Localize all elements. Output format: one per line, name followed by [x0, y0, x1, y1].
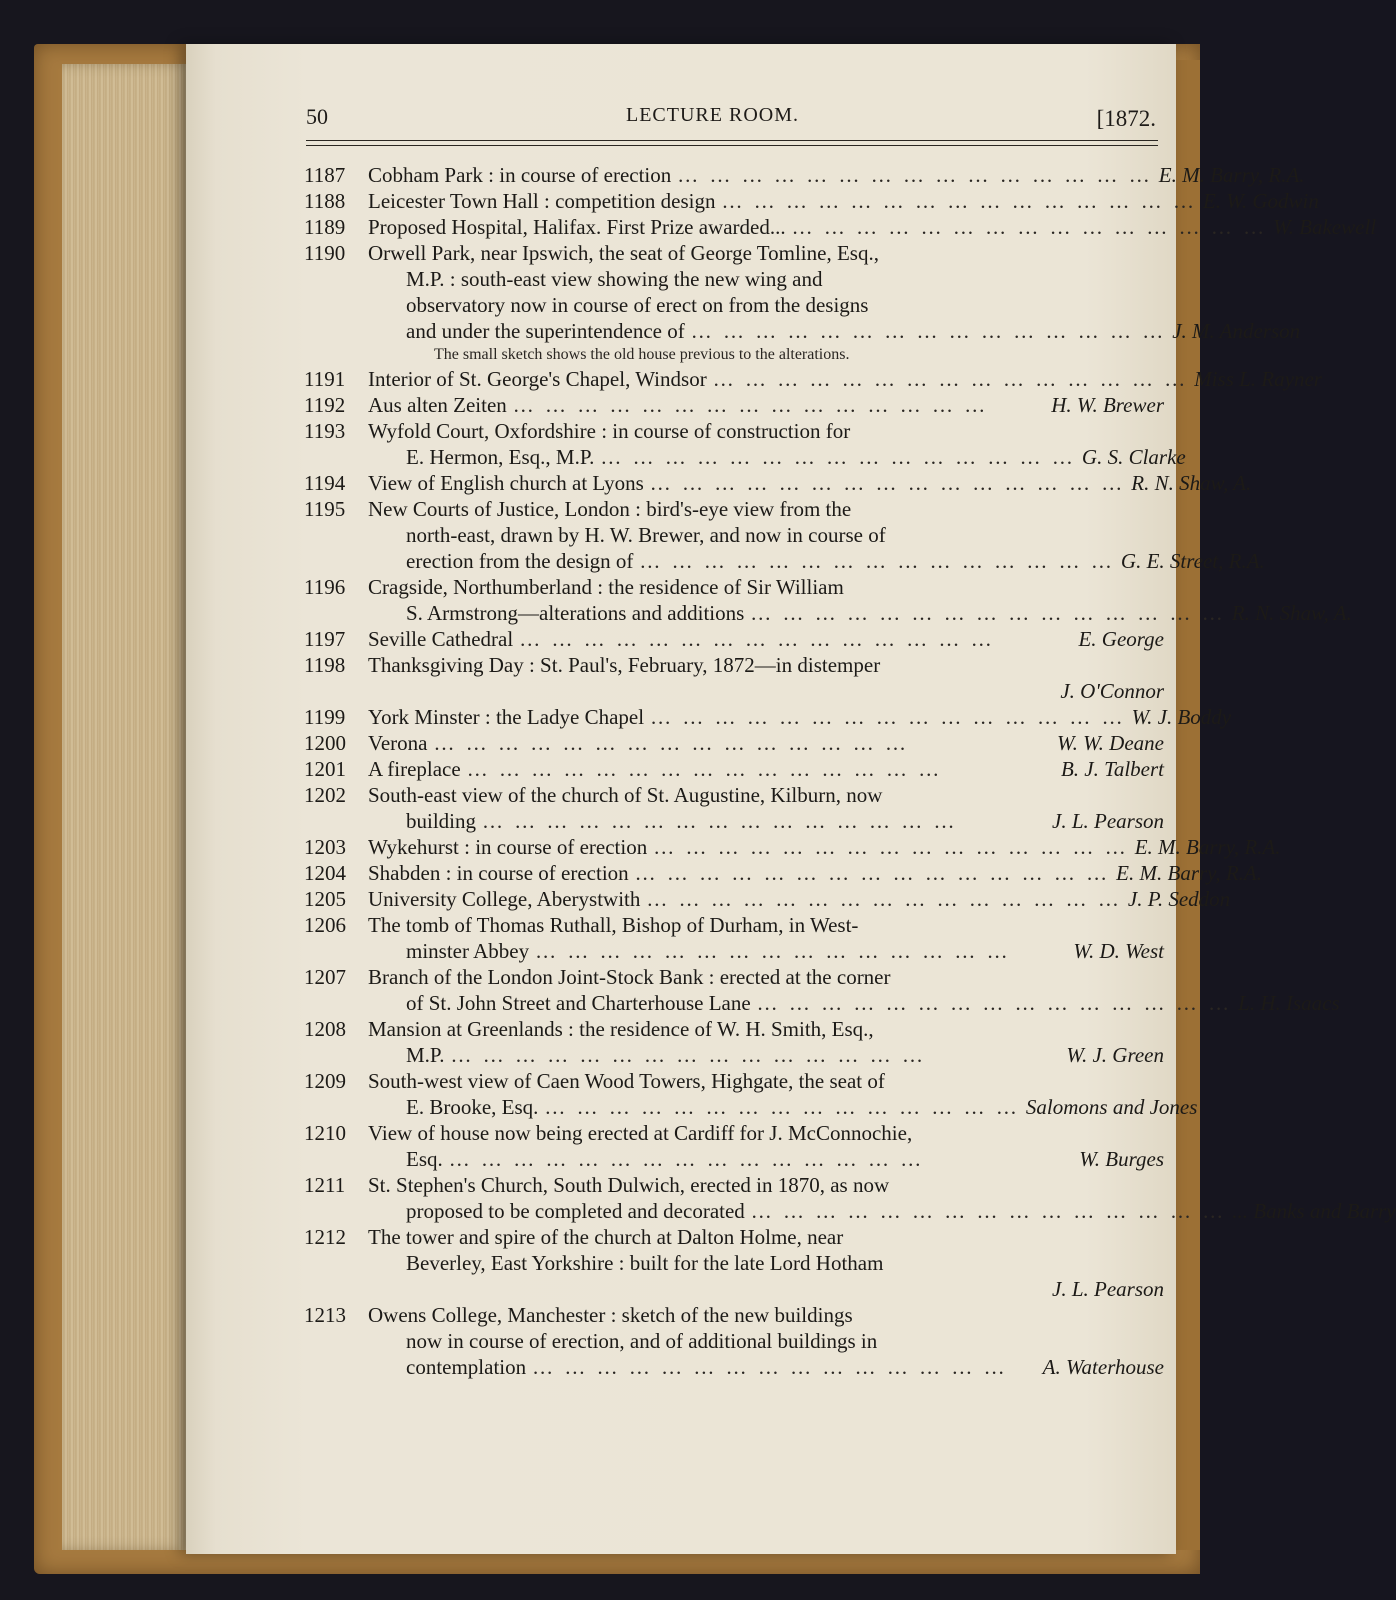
entry-number: 1209 [304, 1069, 346, 1093]
entry-body [368, 1172, 1396, 1224]
entry-continuation-line: Beverley, East Yorkshire : built for the late Lord Hotham [406, 1251, 884, 1275]
entry-final-line [368, 162, 1305, 188]
entry-number: 1198 [304, 653, 346, 677]
entry-body [368, 886, 1230, 912]
entry-number: 1210 [304, 1121, 346, 1145]
dot-leader [526, 1354, 1043, 1380]
catalogue-entry [304, 188, 1319, 214]
entry-author: ... Banks and Barry [1232, 1199, 1396, 1223]
entry-author: W. Bakewell [1273, 215, 1377, 239]
entry-text: proposed to be completed and decorated [406, 1199, 745, 1223]
catalogue-entries [304, 162, 1396, 1380]
entry-author: J. O'Connor [1060, 679, 1164, 703]
entry-author: W. W. Deane [1057, 731, 1164, 755]
page-header [306, 104, 1156, 134]
entry-number: 1196 [304, 575, 346, 599]
dot-leader [647, 834, 1135, 860]
entry-text: contemplation [406, 1355, 527, 1379]
entry-body [368, 418, 1186, 470]
entry-title-line: Cragside, Northumberland : the residence of Sir William [368, 575, 844, 599]
catalogue-entry [304, 834, 1281, 860]
entry-text: Shabden : in course of erection [368, 861, 629, 885]
entry-author: J. M. Anderson [1172, 319, 1301, 343]
entry-body [368, 240, 1300, 366]
entry-title-line: Wyfold Court, Oxfordshire : in course of construction for [368, 419, 851, 443]
entry-title-line: South-east view of the church of St. Augustine, Kilburn, now [368, 783, 883, 807]
entry-title-line: Thanksgiving Day : St. Paul's, February, 1872—in distemper [368, 653, 881, 677]
entry-final-line [368, 392, 1164, 418]
entry-continuation-line: north-east, drawn by H. W. Brewer, and now in course of [406, 523, 886, 547]
entry-body [368, 704, 1231, 730]
entry-body [368, 162, 1305, 188]
entry-number: 1195 [304, 497, 346, 521]
entry-final-line [368, 704, 1231, 730]
entry-author: W. J. Boddy [1131, 705, 1232, 729]
catalogue-entry [304, 886, 1231, 912]
entry-text: Aus alten Zeiten [368, 393, 507, 417]
dot-leader [594, 444, 1082, 470]
entry-number: 1205 [304, 887, 346, 911]
entry-title-line: Mansion at Greenlands : the residence of W. H. Smith, Esq., [368, 1017, 874, 1041]
header-rule [306, 140, 1158, 146]
entry-text: View of English church at Lyons [368, 471, 644, 495]
dot-leader [745, 1198, 1233, 1224]
entry-text: Cobham Park : in course of erection [368, 163, 672, 187]
entry-title-line: The tomb of Thomas Ruthall, Bishop of Durham, in West- [368, 913, 859, 937]
entry-author: E. M. Barry, R.A. [1116, 861, 1262, 885]
entry-number: 1203 [304, 835, 346, 859]
dot-leader [513, 626, 1078, 652]
entry-title-line: New Courts of Justice, London : bird's-eye view from the [368, 497, 852, 521]
entry-number: 1190 [304, 241, 346, 265]
dot-leader [786, 214, 1274, 240]
entry-body [368, 756, 1164, 782]
entry-author: H. W. Brewer [1051, 393, 1164, 417]
catalogue-entry [304, 240, 1301, 366]
dot-leader [461, 756, 1061, 782]
entry-author: A. Waterhouse [1042, 1355, 1164, 1379]
catalogue-entry [304, 1068, 1198, 1120]
entry-author: E. George [1078, 627, 1164, 651]
entry-title-line: St. Stephen's Church, South Dulwich, erected in 1870, as now [368, 1173, 890, 1197]
entry-title-line: South-west view of Caen Wood Towers, Highgate, the seat of [368, 1069, 885, 1093]
entry-final-line [368, 834, 1281, 860]
entry-body [368, 730, 1164, 756]
dot-leader [633, 548, 1121, 574]
entry-body [368, 188, 1319, 214]
entry-final-line [368, 990, 1340, 1016]
entry-text: Verona [368, 731, 428, 755]
entry-author: J. P. Seddon [1127, 887, 1231, 911]
entry-text: of St. John Street and Charterhouse Lane [406, 991, 751, 1015]
dot-leader [507, 392, 1051, 418]
entry-author: R. N. Shaw, A. [1231, 601, 1352, 625]
entry-number: 1192 [304, 393, 346, 417]
entry-text: University College, Aberystwith [368, 887, 641, 911]
entry-final-line [368, 808, 1164, 834]
entry-text: erection from the design of [406, 549, 634, 573]
entry-text: building [406, 809, 477, 833]
entry-number: 1191 [304, 367, 346, 391]
entry-author: L. H. Isaacs [1238, 991, 1340, 1015]
catalogue-entry [304, 418, 1186, 470]
entry-author: E. W. Godwin [1202, 189, 1319, 213]
entry-body [368, 366, 1322, 392]
entry-author: J. L. Pearson [1052, 809, 1164, 833]
dot-leader [529, 938, 1073, 964]
entry-author: J. L. Pearson [1052, 1277, 1164, 1301]
entry-text: Seville Cathedral [368, 627, 514, 651]
catalogue-entry [304, 704, 1232, 730]
entry-final-line [368, 626, 1164, 652]
entry-final-line [368, 600, 1352, 626]
entry-author: G. S. Clarke [1081, 445, 1186, 469]
entry-author: E. M. Barry, R.A. [1134, 835, 1281, 859]
catalogue-entry [304, 470, 1252, 496]
entry-number: 1193 [304, 419, 346, 443]
entry-text: E. Brooke, Esq. [406, 1095, 539, 1119]
entry-number: 1208 [304, 1017, 346, 1041]
entry-number: 1212 [304, 1225, 346, 1249]
entry-text: and under the superintendence of [406, 319, 685, 343]
catalogue-entry [304, 626, 1164, 652]
entry-text: E. Hermon, Esq., M.P. [406, 445, 595, 469]
catalogue-entry [304, 366, 1322, 392]
dot-leader [640, 886, 1128, 912]
catalogue-entry [304, 162, 1305, 188]
entry-body [368, 626, 1164, 652]
catalogue-entry [304, 1224, 1164, 1302]
dot-leader [707, 366, 1195, 392]
catalogue-entry [304, 1016, 1164, 1068]
entry-final-line [368, 214, 1376, 240]
entry-body [368, 1302, 1164, 1380]
entry-text: Wykehurst : in course of erection [368, 835, 648, 859]
entry-final-line [368, 1198, 1396, 1224]
entry-text: Proposed Hospital, Halifax. First Prize awarded... [368, 215, 786, 239]
entry-final-line [368, 548, 1265, 574]
entry-number: 1206 [304, 913, 346, 937]
catalogue-entry [304, 964, 1340, 1016]
entry-text: Interior of St. George's Chapel, Windsor [368, 367, 707, 391]
entry-body [368, 574, 1352, 626]
entry-text: S. Armstrong—alterations and additions [406, 601, 745, 625]
entry-title-line: The tower and spire of the church at Dalton Holme, near [368, 1225, 844, 1249]
catalogue-entry [304, 1302, 1164, 1380]
catalogue-entry [304, 574, 1352, 626]
entry-final-line [368, 938, 1164, 964]
catalogue-entry [304, 652, 1164, 704]
catalogue-entry [304, 860, 1262, 886]
page-edges [62, 64, 192, 1550]
dot-leader [443, 1146, 1079, 1172]
dot-leader [751, 990, 1239, 1016]
entry-text: minster Abbey [406, 939, 530, 963]
dot-leader [445, 1042, 1067, 1068]
dot-leader [685, 318, 1173, 344]
dot-leader [644, 470, 1132, 496]
dot-leader [744, 600, 1232, 626]
entry-author: Salomons and Jones [1025, 1095, 1198, 1119]
entry-author: G. E. Street, R.A. [1120, 549, 1265, 573]
entry-number: 1199 [304, 705, 346, 729]
dot-leader [671, 162, 1159, 188]
entry-final-line [368, 860, 1262, 886]
entry-text: York Minster : the Ladye Chapel [368, 705, 645, 729]
catalogue-entry [304, 782, 1164, 834]
entry-body [368, 782, 1164, 834]
entry-number: 1200 [304, 731, 346, 755]
catalogue-entry [304, 912, 1164, 964]
dot-leader [715, 188, 1203, 214]
entry-final-line [368, 318, 1300, 344]
entry-title-line: View of house now being erected at Cardiff for J. McConnochie, [368, 1121, 913, 1145]
entry-author: W. Burges [1079, 1147, 1164, 1171]
entry-author: R. N. Shaw, A. [1131, 471, 1252, 495]
entry-continuation-line: M.P. : south-east view showing the new wing and [406, 267, 823, 291]
entry-number: 1207 [304, 965, 346, 989]
catalogue-entry [304, 496, 1265, 574]
entry-author: W. D. West [1073, 939, 1164, 963]
entry-number: 1201 [304, 757, 346, 781]
entry-final-line [368, 756, 1164, 782]
entry-text: Esq. [406, 1147, 443, 1171]
entry-text: M.P. [406, 1043, 445, 1067]
dot-leader [427, 730, 1057, 756]
book-page [186, 44, 1396, 1554]
entry-note: The small sketch shows the old house previous to the alterations. [434, 346, 850, 363]
entry-number: 1213 [304, 1303, 346, 1327]
entry-final-line [368, 1042, 1164, 1068]
entry-author: Miss L. Rayner [1194, 367, 1322, 391]
entry-number: 1187 [304, 163, 346, 187]
entry-continuation-line: observatory now in course of erect on from the designs [406, 293, 869, 317]
catalogue-entry [304, 1172, 1396, 1224]
running-head: LECTURE ROOM. [626, 104, 799, 126]
page-number: 50 [306, 104, 328, 129]
header-year: [1872. [1096, 106, 1156, 131]
entry-number: 1194 [304, 471, 346, 495]
catalogue-entry [304, 730, 1164, 756]
catalogue-entry [304, 756, 1164, 782]
entry-final-line [368, 188, 1319, 214]
entry-body [368, 1016, 1164, 1068]
entry-title-line: Branch of the London Joint-Stock Bank : erected at the corner [368, 965, 891, 989]
entry-final-line [368, 1146, 1164, 1172]
entry-body [368, 1224, 1164, 1302]
entry-number: 1204 [304, 861, 346, 885]
dot-leader [644, 704, 1132, 730]
entry-final-line [368, 444, 1186, 470]
entry-body [368, 392, 1164, 418]
entry-text: A fireplace [368, 757, 461, 781]
entry-title-line: Orwell Park, near Ipswich, the seat of George Tomline, Esq., [368, 241, 879, 265]
catalogue-entry [304, 1120, 1164, 1172]
entry-title-line: Owens College, Manchester : sketch of the new buildings [368, 1303, 853, 1327]
entry-number: 1197 [304, 627, 346, 651]
entry-final-line [368, 470, 1251, 496]
entry-number: 1202 [304, 783, 346, 807]
entry-final-line [368, 1354, 1164, 1380]
dot-leader [476, 808, 1052, 834]
entry-author: B. J. Talbert [1060, 757, 1164, 781]
entry-final-line [368, 366, 1322, 392]
entry-number: 1189 [304, 215, 346, 239]
entry-body [368, 964, 1340, 1016]
entry-body [368, 652, 1164, 704]
entry-body [368, 496, 1265, 574]
entry-body [368, 470, 1251, 496]
entry-final-line [368, 1094, 1197, 1120]
catalogue-entry [304, 392, 1164, 418]
dot-leader [538, 1094, 1026, 1120]
entry-number: 1188 [304, 189, 346, 213]
entry-body [368, 912, 1164, 964]
entry-author: W. J. Green [1066, 1043, 1164, 1067]
catalogue-entry [304, 214, 1377, 240]
entry-body [368, 214, 1376, 240]
entry-final-line [368, 730, 1164, 756]
entry-author: E. M. Barry, R.A. [1158, 163, 1305, 187]
entry-text: Leicester Town Hall : competition design [368, 189, 716, 213]
entry-final-line [368, 886, 1230, 912]
entry-number: 1211 [304, 1173, 346, 1197]
dot-leader [629, 860, 1117, 886]
entry-body [368, 1068, 1197, 1120]
entry-body [368, 860, 1262, 886]
entry-body [368, 834, 1281, 860]
entry-continuation-line: now in course of erection, and of additional buildings in [406, 1329, 878, 1353]
entry-body [368, 1120, 1164, 1172]
